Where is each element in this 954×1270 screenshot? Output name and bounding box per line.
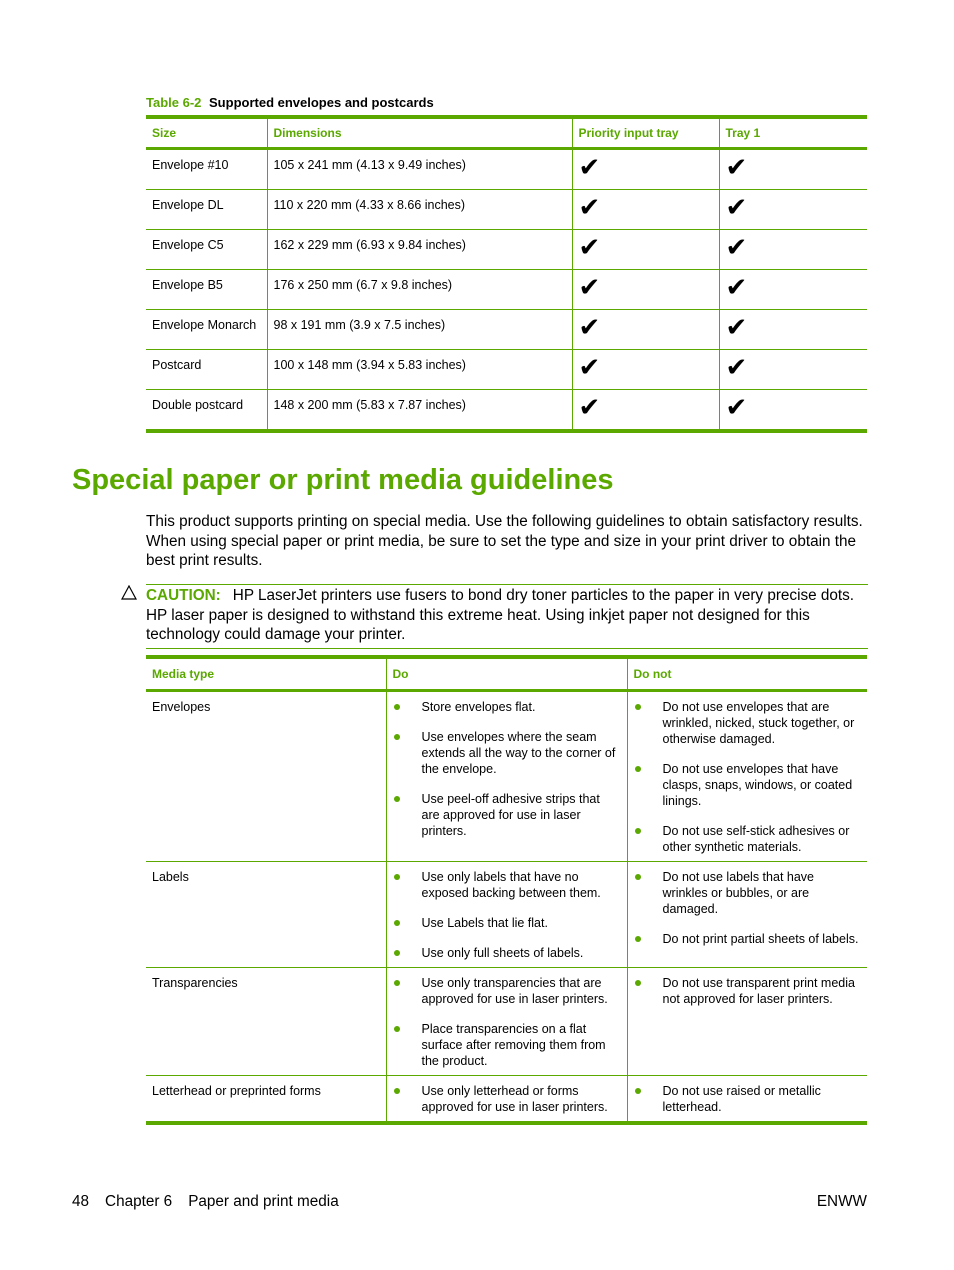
caution-text: HP LaserJet printers use fusers to bond dry toner particles to the paper in very precise dots. HP laser paper is designed to withstand this extreme heat. Using inkjet paper not designed for this technology could damage your printer. [146,587,855,643]
list-item-text: Use peel-off adhesive strips that are approved for use in laser printers. [421,792,600,838]
dimensions-cell: 176 x 250 mm (6.7 x 9.8 inches) [267,270,572,310]
list-item [393,869,621,901]
list-item-text: Place transparencies on a flat surface after removing them from the product. [421,1022,606,1068]
page-number: 48 [72,1193,90,1210]
bullet-icon [394,1088,400,1094]
list-item-text: Do not use envelopes that have clasps, snaps, windows, or coated linings. [662,762,853,808]
column-header-tray-1: Tray 1 [719,117,867,149]
column-header-dimensions: Dimensions [267,117,572,149]
table-row [146,862,867,968]
bullet-icon [635,766,641,772]
list-item [634,975,862,1007]
check-mark-icon: ✔ [578,392,601,422]
column-header-size: Size [146,117,267,149]
caution-label: CAUTION: [146,587,221,604]
list-item-text: Use only full sheets of labels. [421,946,584,960]
table-row [146,691,867,862]
check-mark-icon: ✔ [578,192,601,222]
bullet-list [393,975,621,1069]
list-item-text: Do not use transparent print media not approved for laser printers. [662,976,855,1006]
tray-1-cell [719,310,867,350]
tray-1-cell [719,270,867,310]
tray-1-cell [719,350,867,390]
check-mark-icon: ✔ [578,232,601,262]
check-mark-icon: ✔ [725,312,748,342]
check-mark-icon: ✔ [725,232,748,262]
list-item-text: Use only transparencies that are approved for use in laser printers. [421,976,608,1006]
bullet-list [634,1083,862,1115]
priority-tray-cell [572,149,719,190]
size-cell: Postcard [146,350,267,390]
do-not-cell [627,691,867,862]
bullet-icon [635,704,641,710]
priority-tray-cell [572,230,719,270]
do-cell [386,1076,627,1124]
table-row [146,350,867,390]
table-row [146,310,867,350]
bullet-list [634,975,862,1007]
dimensions-cell: 148 x 200 mm (5.83 x 7.87 inches) [267,390,572,432]
list-item-text: Do not use raised or metallic letterhead. [662,1084,821,1114]
table-header-row [146,117,867,149]
footer-chapter: Chapter 6 [105,1193,173,1210]
tray-1-cell [719,230,867,270]
media-type-cell: Letterhead or preprinted forms [146,1076,386,1124]
bullet-icon [394,920,400,926]
footer-chapter-title: Paper and print media [188,1193,339,1210]
footer-right: ENWW [816,1193,867,1210]
bullet-icon [394,874,400,880]
list-item-text: Do not use self-stick adhesives or other synthetic materials. [662,824,850,854]
dimensions-cell: 105 x 241 mm (4.13 x 9.49 inches) [267,149,572,190]
list-item-text: Do not use labels that have wrinkles or bubbles, or are damaged. [662,870,814,916]
priority-tray-cell [572,190,719,230]
list-item [393,1083,621,1115]
bullet-list [634,699,862,855]
media-type-cell: Labels [146,862,386,968]
dimensions-cell: 110 x 220 mm (4.33 x 8.66 inches) [267,190,572,230]
bullet-icon [394,734,400,740]
list-item-text: Use only letterhead or forms approved for use in laser printers. [421,1084,608,1114]
table-row [146,1076,867,1124]
priority-tray-cell [572,350,719,390]
bullet-list [393,1083,621,1115]
bullet-icon [394,704,400,710]
table-caption [146,95,434,110]
check-mark-icon: ✔ [725,272,748,302]
supported-envelopes-table [146,115,867,433]
do-cell [386,691,627,862]
bullet-icon [635,874,641,880]
do-cell [386,968,627,1076]
do-not-cell [627,1076,867,1124]
check-mark-icon: ✔ [578,352,601,382]
column-header-do: Do [386,657,627,691]
table-caption-title: Supported envelopes and postcards [209,95,434,110]
bullet-icon [635,828,641,834]
bullet-list [393,869,621,961]
footer-left [72,1193,339,1211]
tray-1-cell [719,149,867,190]
dimensions-cell: 162 x 229 mm (6.93 x 9.84 inches) [267,230,572,270]
column-header-do-not: Do not [627,657,867,691]
list-item [634,1083,862,1115]
check-mark-icon: ✔ [578,312,601,342]
table-row [146,190,867,230]
list-item [393,791,621,839]
table-row [146,230,867,270]
do-not-cell [627,968,867,1076]
size-cell: Envelope DL [146,190,267,230]
bullet-icon [635,1088,641,1094]
list-item-text: Do not use envelopes that are wrinkled, nicked, stuck together, or otherwise damaged. [662,700,855,746]
list-item [393,975,621,1007]
tray-1-cell [719,390,867,432]
table-row [146,149,867,190]
list-item [393,1021,621,1069]
size-cell: Envelope #10 [146,149,267,190]
priority-tray-cell [572,310,719,350]
check-mark-icon: ✔ [578,272,601,302]
caution-note [146,584,868,649]
check-mark-icon: ✔ [725,352,748,382]
list-item-text: Store envelopes flat. [421,700,536,714]
bullet-list [634,869,862,947]
media-guidelines-table [146,655,867,1125]
do-cell [386,862,627,968]
check-mark-icon: ✔ [578,152,601,182]
check-mark-icon: ✔ [725,152,748,182]
list-item [634,869,862,917]
do-not-cell [627,862,867,968]
table-row [146,968,867,1076]
list-item [393,915,621,931]
media-type-cell: Envelopes [146,691,386,862]
intro-paragraph: This product supports printing on special media. Use the following guidelines to obtain satisfactory results. When using special paper or print media, be sure to set the type and size in your print driver to obtain the best print results. [146,513,863,569]
list-item [393,699,621,715]
size-cell: Envelope C5 [146,230,267,270]
table-header-row [146,657,867,691]
bullet-icon [635,936,641,942]
dimensions-cell: 100 x 148 mm (3.94 x 5.83 inches) [267,350,572,390]
list-item [634,761,862,809]
table-row [146,390,867,432]
dimensions-cell: 98 x 191 mm (3.9 x 7.5 inches) [267,310,572,350]
priority-tray-cell [572,390,719,432]
list-item [634,931,862,947]
tray-1-cell [719,190,867,230]
column-header-priority-tray: Priority input tray [572,117,719,149]
check-mark-icon: ✔ [725,192,748,222]
list-item-text: Use Labels that lie flat. [421,916,548,930]
list-item [393,945,621,961]
bullet-icon [394,1026,400,1032]
section-heading: Special paper or print media guidelines [72,464,614,496]
list-item-text: Use only labels that have no exposed backing between them. [421,870,601,900]
column-header-media-type: Media type [146,657,386,691]
caution-triangle-icon [121,585,137,604]
bullet-icon [394,796,400,802]
priority-tray-cell [572,270,719,310]
table-caption-number: Table 6-2 [146,95,202,110]
bullet-list [393,699,621,839]
size-cell: Envelope B5 [146,270,267,310]
list-item [393,729,621,777]
bullet-icon [394,980,400,986]
bullet-icon [394,950,400,956]
media-type-cell: Transparencies [146,968,386,1076]
size-cell: Double postcard [146,390,267,432]
list-item [634,823,862,855]
size-cell: Envelope Monarch [146,310,267,350]
list-item [634,699,862,747]
check-mark-icon: ✔ [725,392,748,422]
list-item-text: Use envelopes where the seam extends all the way to the corner of the envelope. [421,730,616,776]
table-row [146,270,867,310]
list-item-text: Do not print partial sheets of labels. [662,932,859,946]
bullet-icon [635,980,641,986]
